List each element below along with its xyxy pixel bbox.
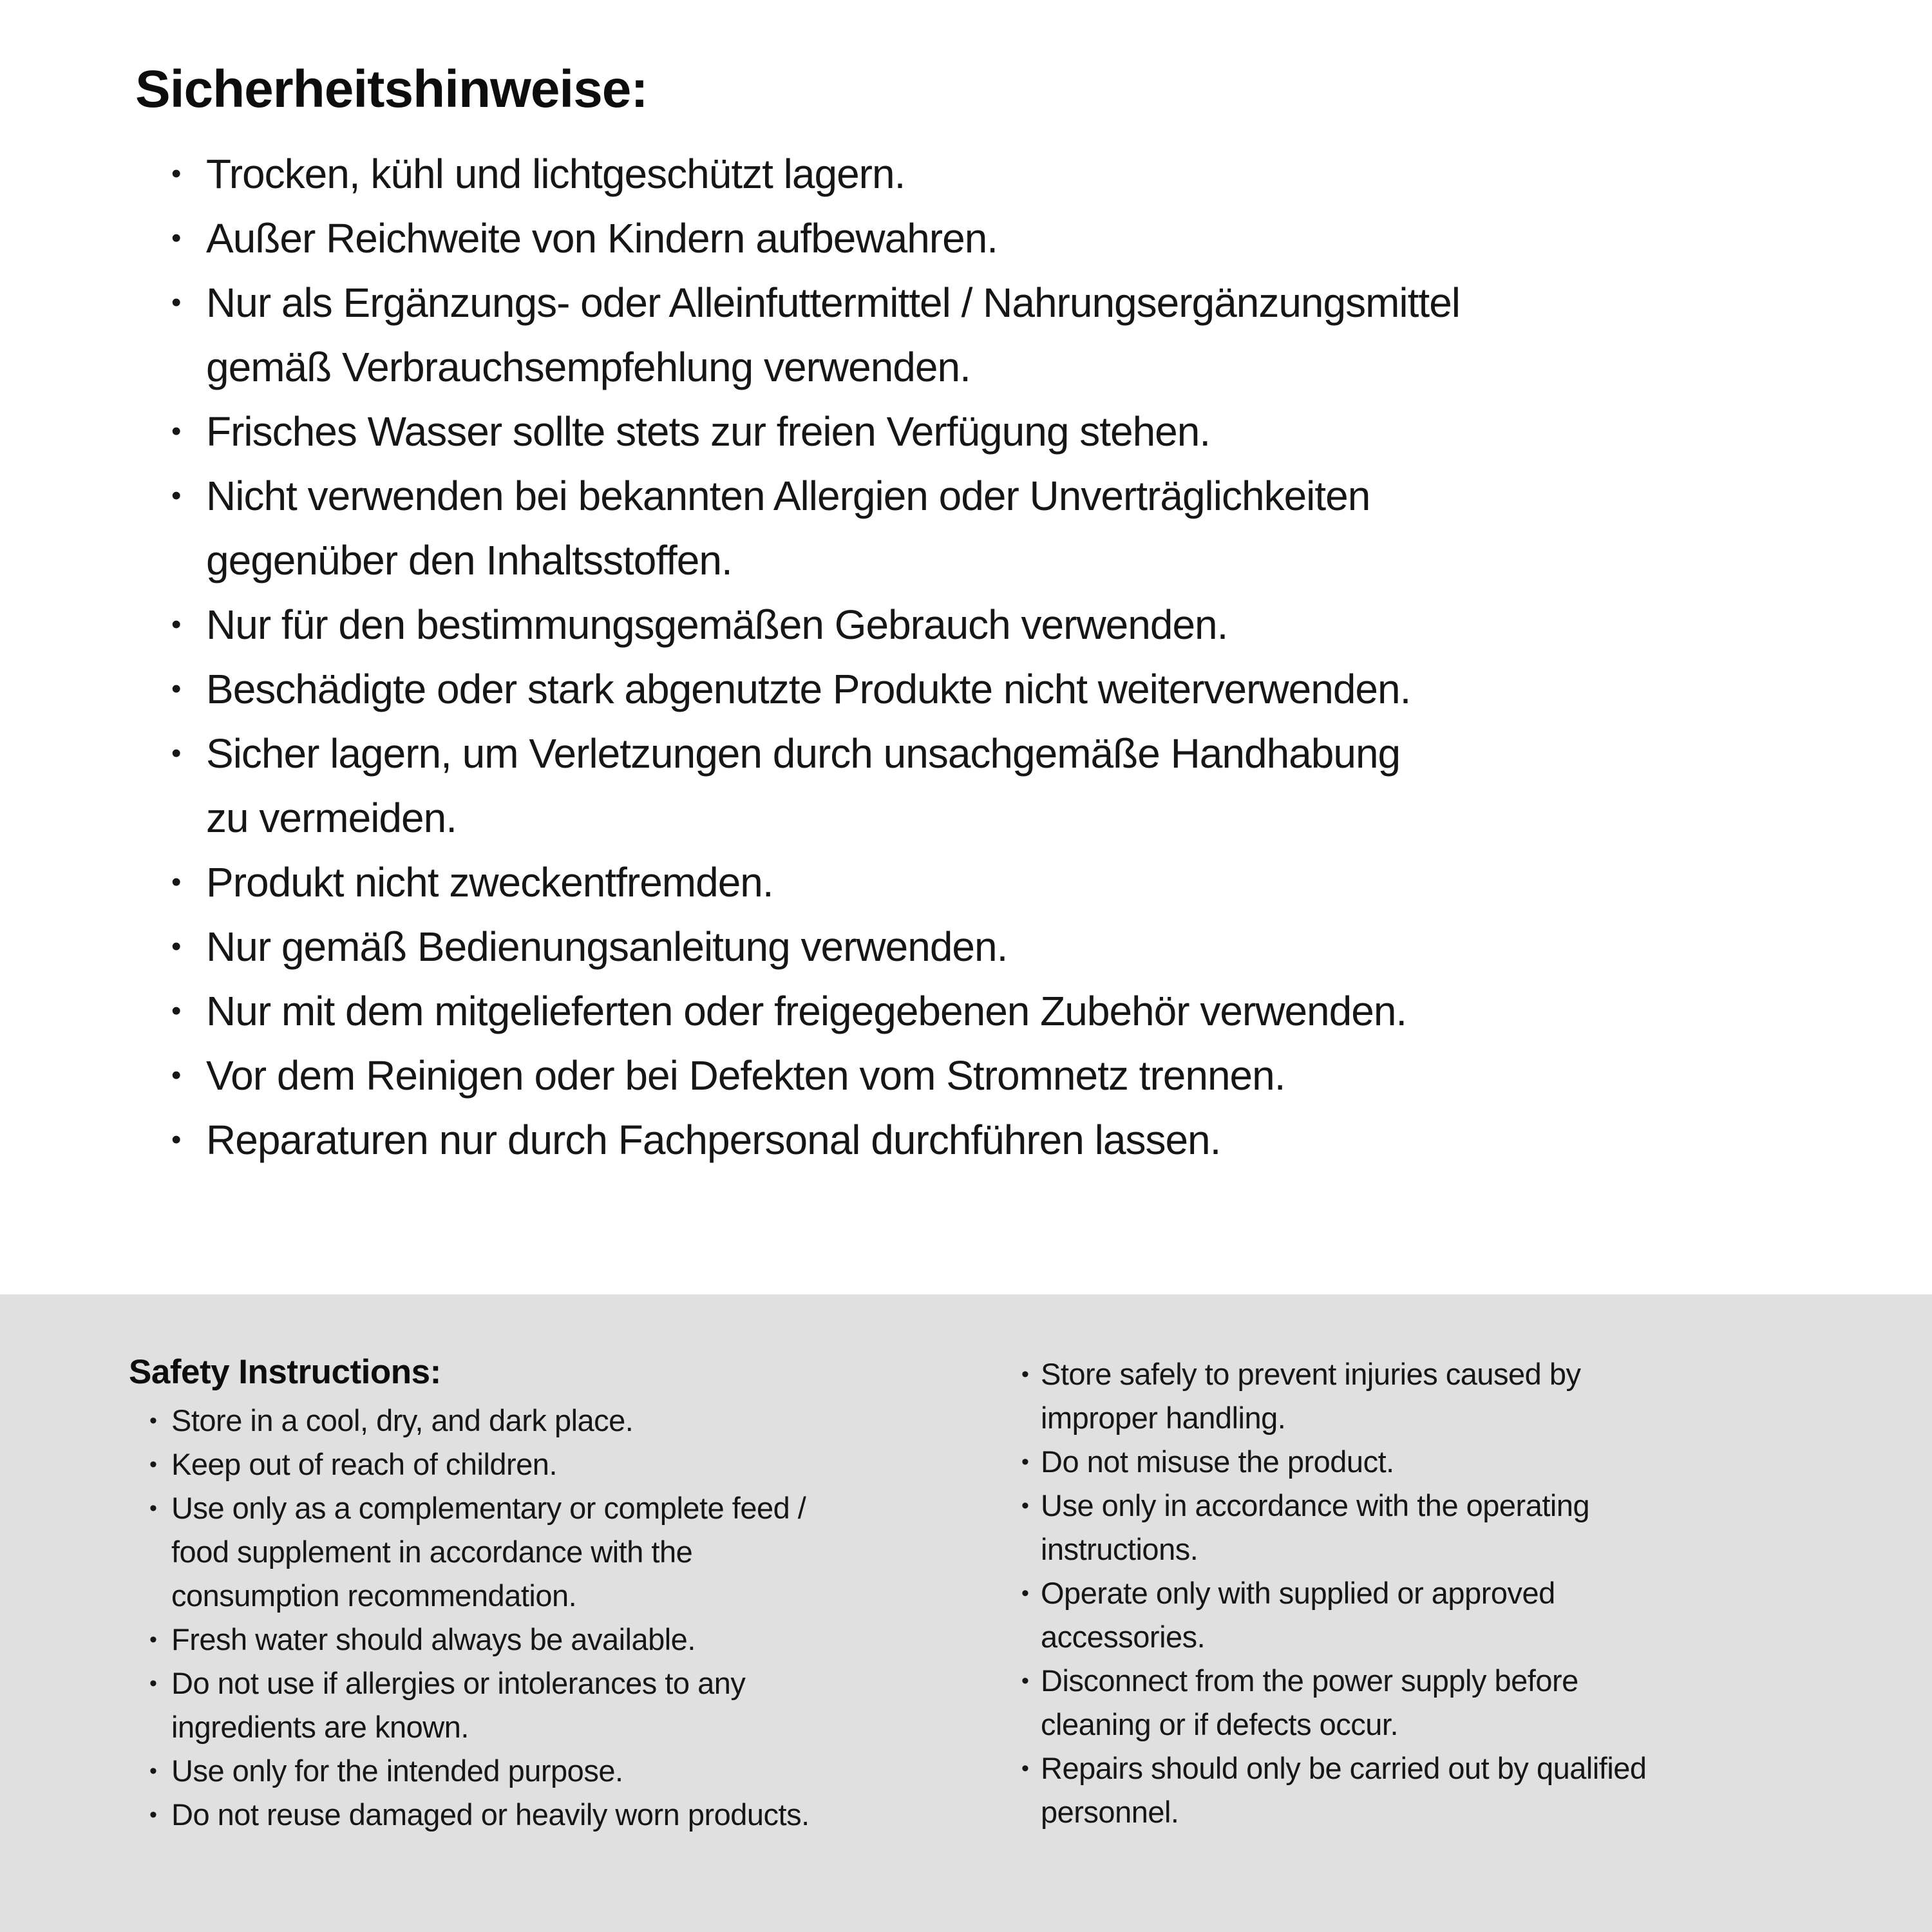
text-line: Operate only with supplied or approved (1041, 1576, 1555, 1610)
text-line: Beschädigte oder stark abgenutzte Produkte nicht weiterverwenden. (206, 666, 1411, 713)
bullet-icon: • (1021, 1362, 1029, 1387)
bullet-icon: • (1021, 1493, 1029, 1518)
bullet-icon: • (149, 1408, 157, 1433)
text-line: improper handling. (1041, 1401, 1286, 1435)
bullet-icon: • (149, 1496, 157, 1520)
list-item-text (1041, 1659, 1893, 1747)
list-item-text (171, 1793, 972, 1837)
bullet-icon: • (149, 1671, 157, 1696)
list-item-text (1041, 1440, 1893, 1484)
bullet-icon: • (1021, 1581, 1029, 1605)
list-item-text (1041, 1352, 1893, 1440)
list-item (149, 1749, 972, 1793)
bullet-icon: • (149, 1452, 157, 1477)
list-item (149, 1662, 972, 1749)
bullet-icon: • (171, 931, 181, 963)
list-item (171, 657, 1855, 721)
text-line: Do not use if allergies or intolerances to any (171, 1666, 746, 1700)
bullet-icon: • (149, 1627, 157, 1652)
list-item (171, 464, 1855, 592)
english-bullet-list-right (1021, 1352, 1893, 1834)
text-line: consumption recommendation. (171, 1578, 577, 1613)
english-section-heading: Safety Instructions: (129, 1353, 441, 1391)
bullet-icon: • (171, 866, 181, 898)
list-item-text (206, 142, 1855, 206)
list-item-text (171, 1749, 972, 1793)
text-line: Produkt nicht zweckentfremden. (206, 859, 773, 906)
bullet-icon: • (1021, 1756, 1029, 1781)
list-item-text (206, 850, 1855, 914)
list-item (171, 850, 1855, 914)
list-item (171, 914, 1855, 979)
list-item-text (171, 1618, 972, 1662)
text-line: cleaning or if defects occur. (1041, 1707, 1399, 1741)
bullet-icon: • (171, 609, 181, 641)
bullet-icon: • (171, 737, 181, 770)
list-item-text (206, 1043, 1855, 1108)
list-item (149, 1486, 972, 1618)
text-line: Disconnect from the power supply before (1041, 1663, 1578, 1698)
list-item-text (206, 399, 1855, 464)
text-line: Sicher lagern, um Verletzungen durch unsachgemäße Handhabung (206, 730, 1401, 777)
text-line: zu vermeiden. (206, 795, 457, 842)
text-line: Trocken, kühl und lichtgeschützt lagern. (206, 151, 905, 198)
english-left-column (129, 1352, 972, 1837)
list-item-text (206, 914, 1855, 979)
bullet-icon: • (171, 158, 181, 190)
list-item-text (206, 464, 1855, 592)
bullet-icon: • (171, 415, 181, 448)
bullet-icon: • (171, 673, 181, 705)
text-line: Store safely to prevent injuries caused by (1041, 1357, 1581, 1391)
list-item (149, 1793, 972, 1837)
list-item (1021, 1484, 1893, 1571)
text-line: Reparaturen nur durch Fachpersonal durchführen lassen. (206, 1117, 1221, 1164)
bullet-icon: • (149, 1803, 157, 1827)
text-line: Außer Reichweite von Kindern aufbewahren. (206, 215, 998, 262)
text-line: gegenüber den Inhaltsstoffen. (206, 537, 732, 584)
bullet-icon: • (171, 1124, 181, 1156)
list-item-text (171, 1662, 972, 1749)
list-item (1021, 1747, 1893, 1834)
list-item (171, 1108, 1855, 1172)
text-line: Nur für den bestimmungsgemäßen Gebrauch verwenden. (206, 601, 1228, 649)
text-line: Store in a cool, dry, and dark place. (171, 1403, 634, 1437)
list-item-text (206, 206, 1855, 270)
english-right-column (1021, 1352, 1932, 1834)
list-item-text (206, 721, 1855, 850)
text-line: food supplement in accordance with the (171, 1535, 693, 1569)
list-item-text (206, 592, 1855, 657)
german-bullet-list (171, 142, 1855, 1172)
bullet-icon: • (171, 480, 181, 512)
text-line: instructions. (1041, 1532, 1198, 1566)
list-item-text (206, 657, 1855, 721)
german-section-heading: Sicherheitshinweise: (135, 60, 648, 118)
text-line: Keep out of reach of children. (171, 1447, 558, 1481)
text-line: Nur als Ergänzungs- oder Alleinfuttermittel / Nahrungsergänzungsmittel (206, 279, 1460, 327)
text-line: Fresh water should always be available. (171, 1622, 696, 1656)
list-item-text (1041, 1571, 1893, 1659)
list-item-text (1041, 1747, 1893, 1834)
text-line: Vor dem Reinigen oder bei Defekten vom Stromnetz trennen. (206, 1052, 1285, 1099)
list-item-text (171, 1399, 972, 1443)
text-line: gemäß Verbrauchsempfehlung verwenden. (206, 344, 971, 391)
text-line: personnel. (1041, 1795, 1179, 1829)
list-item (171, 721, 1855, 850)
english-safety-section (0, 1294, 1932, 1932)
list-item (1021, 1659, 1893, 1747)
list-item-text (1041, 1484, 1893, 1571)
text-line: Repairs should only be carried out by qualified (1041, 1751, 1647, 1785)
list-item (171, 399, 1855, 464)
bullet-icon: • (171, 995, 181, 1027)
text-line: Use only in accordance with the operating (1041, 1488, 1590, 1522)
list-item (1021, 1571, 1893, 1659)
bullet-icon: • (1021, 1450, 1029, 1474)
text-line: ingredients are known. (171, 1710, 469, 1744)
text-line: Nur gemäß Bedienungsanleitung verwenden. (206, 923, 1008, 971)
list-item (171, 1043, 1855, 1108)
text-line: Frisches Wasser sollte stets zur freien Verfügung stehen. (206, 408, 1211, 455)
bullet-icon: • (149, 1759, 157, 1783)
list-item-text (171, 1443, 972, 1486)
list-item (171, 142, 1855, 206)
list-item (149, 1618, 972, 1662)
list-item (149, 1399, 972, 1443)
list-item (149, 1443, 972, 1486)
list-item (171, 270, 1855, 399)
bullet-icon: • (171, 222, 181, 254)
english-bullet-list-left (149, 1399, 972, 1837)
list-item (171, 592, 1855, 657)
text-line: Do not reuse damaged or heavily worn products. (171, 1797, 810, 1832)
text-line: Nur mit dem mitgelieferten oder freigegebenen Zubehör verwenden. (206, 988, 1407, 1035)
list-item (171, 979, 1855, 1043)
bullet-icon: • (1021, 1669, 1029, 1693)
list-item (171, 206, 1855, 270)
bullet-icon: • (171, 1059, 181, 1092)
bullet-icon: • (171, 287, 181, 319)
list-item-text (171, 1486, 972, 1618)
text-line: Do not misuse the product. (1041, 1444, 1394, 1479)
text-line: Use only for the intended purpose. (171, 1754, 623, 1788)
text-line: accessories. (1041, 1620, 1206, 1654)
list-item (1021, 1440, 1893, 1484)
list-item (1021, 1352, 1893, 1440)
list-item-text (206, 1108, 1855, 1172)
text-line: Nicht verwenden bei bekannten Allergien oder Unverträglichkeiten (206, 473, 1370, 520)
text-line: Use only as a complementary or complete feed / (171, 1491, 806, 1525)
list-item-text (206, 270, 1855, 399)
list-item-text (206, 979, 1855, 1043)
